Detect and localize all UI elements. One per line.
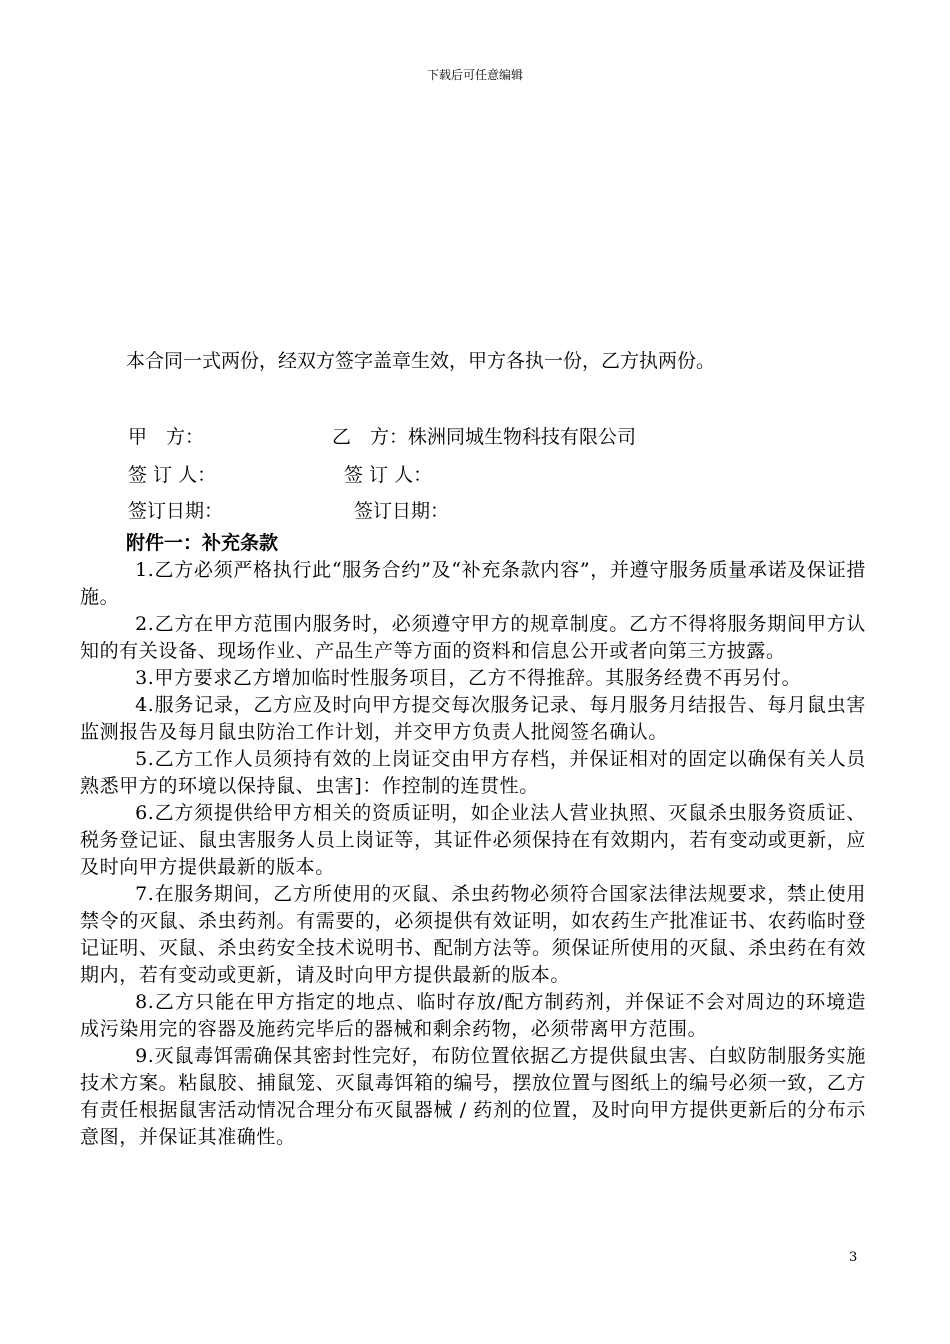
signer-a-label: 签 订 人：: [128, 464, 217, 486]
clause-2: 2.乙方在甲方范围内服务时，必须遵守甲方的规章制度。乙方不得将服务期间甲方认知的有关设备、现场作业、产品生产等方面的资料和信息公开或者向第三方披露。: [80, 613, 866, 662]
signer-b-label: 签 订 人：: [344, 464, 433, 486]
attachment-title: 附件一：补充条款: [126, 532, 279, 554]
party-b-label: 乙 方：株洲同城生物科技有限公司: [332, 426, 637, 448]
clause-6: 6.乙方须提供给甲方相关的资质证明，如企业法人营业执照、灭鼠杀虫服务资质证、税务登记证、鼠虫害服务人员上岗证等，其证件必须保持在有效期内，若有变动或更新，应及时向甲方提供最新的版本。: [80, 802, 866, 878]
page-header: 下载后可任意编辑: [426, 68, 523, 82]
contract-copies-statement: 本合同一式两份，经双方签字盖章生效，甲方各执一份，乙方执两份。: [126, 350, 716, 372]
clause-4: 4.服务记录，乙方应及时向甲方提交每次服务记录、每月服务月结报告、每月鼠虫害监测报告及每月鼠虫防治工作计划，并交甲方负责人批阅签名确认。: [80, 694, 866, 743]
clause-9: 9.灭鼠毒饵需确保其密封性完好，布防位置依据乙方提供鼠虫害、白蚁防制服务实施技术方案。粘鼠胶、捕鼠笼、灭鼠毒饵箱的编号，摆放位置与图纸上的编号必须一致，乙方有责任根据鼠害活动情况合理分布灭鼠器械 / 药剂的位置，及时向甲方提供更新后的分布示意图，并保证其准确性。: [80, 1045, 866, 1148]
page-number: 3: [849, 1250, 858, 1265]
signer-row: [128, 460, 848, 488]
clause-1: 1.乙方必须严格执行此“服务合约”及“补充条款内容”，并遵守服务质量承诺及保证措施。: [80, 559, 866, 608]
date-row: [128, 496, 848, 524]
date-b-label: 签订日期：: [354, 500, 450, 522]
party-a-label: 甲 方：: [128, 426, 205, 448]
clause-7: 7.在服务期间，乙方所使用的灭鼠、杀虫药物必须符合国家法律法规要求，禁止使用禁令的灭鼠、杀虫药剂。有需要的，必须提供有效证明，如农药生产批准证书、农药临时登记证明、灭鼠、杀虫药安全技术说明书、配制方法等。须保证所使用的灭鼠、杀虫药在有效期内，若有变动或更新，请及时向甲方提供最新的版本。: [80, 883, 866, 986]
clause-3: 3.甲方要求乙方增加临时性服务项目，乙方不得推辞。其服务经费不再另付。: [135, 667, 802, 689]
clause-8: 8.乙方只能在甲方指定的地点、临时存放/配方制药剂，并保证不会对周边的环境造成污染用完的容器及施药完毕后的器械和剩余药物，必须带离甲方范围。: [80, 991, 866, 1040]
party-row: [128, 422, 848, 450]
attachment-section: [80, 530, 866, 1151]
date-a-label: 签订日期：: [128, 500, 224, 522]
clause-5: 5.乙方工作人员须持有效的上岗证交由甲方存档，并保证相对的固定以确保有关人员熟悉甲方的环境以保持鼠、虫害]：作控制的连贯性。: [80, 748, 866, 797]
